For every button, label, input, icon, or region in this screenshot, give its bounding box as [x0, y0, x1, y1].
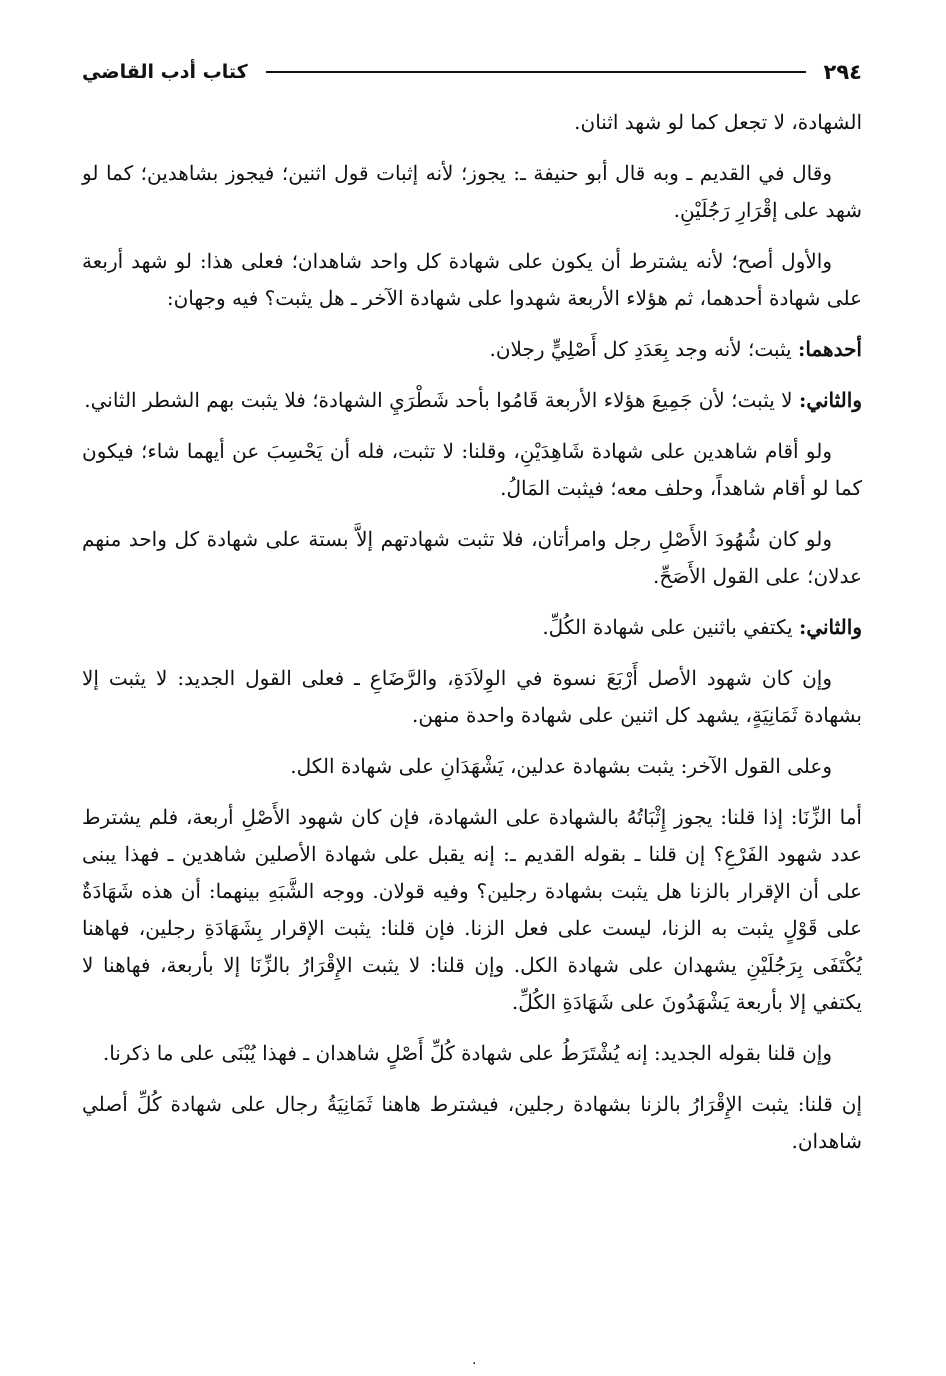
paragraph-text: أما الزِّنَا: إذا قلنا: يجوز إِثْبَاتُهُ بالشهادة على الشهادة، فإن كان شهود الأَصْلِ أربعة، فلم يشترط عدد شهود الفَرْعِ؟ إن قلنا ـ بقوله القديم ـ: إنه يقبل على شهادة الأصلين شاهدين ـ فهذا يبنى على أن الإقرار بالزنا هل يثبت بشهادة رجلين؟ وفيه قولان. ووجه الشَّبَهِ بينهما: أن هذه شَهَادَةٌ على قَوْلٍ يثبت به الزنا، ليست على فعل الزنا. فإن قلنا: يثبت الإقرار بِشَهَادَةِ رجلين، فهاهنا يُكْتَفَى بِرَجُلَيْنِ يشهدان على شهادة الكل. وإن قلنا: لا يثبت الإِقْرَارُ بالزِّنَا إلا بأربعة، فهاهنا لا يكتفي إلا بأربعة يَشْهَدُونَ على شَهَادَةِ الكُلِّ.	[82, 805, 862, 1014]
header-rule	[266, 71, 806, 73]
paragraph	[82, 1035, 862, 1072]
page-number: ٢٩٤	[823, 60, 862, 84]
paragraph-text: وعلى القول الآخر: يثبت بشهادة عدلين، يَشْهَدَانِ على شهادة الكل.	[290, 754, 832, 778]
paragraph-text: إن قلنا: يثبت الإِقْرَارُ بالزنا بشهادة رجلين، فيشترط هاهنا ثَمَانِيَةُ رجال على شهادة كُلِّ أصلي شاهدان.	[82, 1092, 862, 1153]
paragraph-text: لا يثبت؛ لأن جَمِيعَ هؤلاء الأربعة قَامُوا بأحد شَطْرَيِ الشهادة؛ فلا يثبت بهم الشطر الثاني.	[84, 388, 793, 412]
paragraph-lead: والثاني:	[798, 615, 862, 639]
paragraph	[82, 433, 862, 507]
paragraph-text: والأول أصح؛ لأنه يشترط أن يكون على شهادة كل واحد شاهدان؛ فعلى هذا: لو شهد أربعة على شهادة أحدهما، ثم هؤلاء الأربعة شهدوا على شهادة الآخر ـ هل يثبت؟ فيه وجهان:	[82, 249, 862, 310]
paragraph	[82, 609, 862, 646]
paragraph	[82, 660, 862, 734]
paragraph	[82, 155, 862, 229]
footer-mark: .	[472, 1352, 477, 1368]
book-title: كتاب أدب القاضي	[82, 61, 248, 83]
paragraph-text: يكتفي باثنين على شهادة الكُلِّ.	[542, 615, 793, 639]
paragraph	[82, 521, 862, 595]
paragraph	[82, 104, 862, 141]
page-header	[82, 52, 862, 92]
paragraph	[82, 1086, 862, 1160]
paragraph-text: وإن قلنا بقوله الجديد: إنه يُشْتَرَطُ على شهادة كُلِّ أَصْلٍ شاهدان ـ فهذا يُبْنَى على ما ذكرنا.	[102, 1041, 832, 1065]
paragraph-lead: أحدهما:	[797, 337, 862, 361]
paragraph-text: يثبت؛ لأنه وجد بِعَدَدِ كل أَصْلِيٍّ رجلان.	[489, 337, 792, 361]
paragraph	[82, 799, 862, 1021]
paragraph-text: ولو كان شُهُودَ الأَصْلِ رجل وامرأتان، فلا تثبت شهادتهم إلاَّ بستة على شهادة كل واحد منهم عدلان؛ على القول الأَصَحِّ.	[82, 527, 862, 588]
paragraph-text: وإن كان شهود الأصل أَرْبَعَ نسوة في الوِلاَدَةِ، والرَّضَاعِ ـ فعلى القول الجديد: لا يثبت إلا بشهادة ثَمَانِيَةٍ، يشهد كل اثنين على شهادة واحدة منهن.	[82, 666, 862, 727]
page-body	[82, 104, 862, 1160]
paragraph	[82, 748, 862, 785]
paragraph-text: الشهادة، لا تجعل كما لو شهد اثنان.	[574, 110, 862, 134]
paragraph	[82, 382, 862, 419]
paragraph	[82, 243, 862, 317]
paragraph	[82, 331, 862, 368]
paragraph-text: وقال في القديم ـ وبه قال أبو حنيفة ـ: يجوز؛ لأنه إثبات قول اثنين؛ فيجوز بشاهدين؛ كما لو شهد على إقْرَارِ رَجُلَيْنِ.	[82, 161, 862, 222]
paragraph-lead: والثاني:	[798, 388, 862, 412]
paragraph-text: ولو أقام شاهدين على شهادة شَاهِدَيْنِ، وقلنا: لا تثبت، فله أن يَحْسِبَ عن أيهما شاء؛ فيكون كما لو أقام شاهداً، وحلف معه؛ فيثبت المَالُ.	[82, 439, 862, 500]
